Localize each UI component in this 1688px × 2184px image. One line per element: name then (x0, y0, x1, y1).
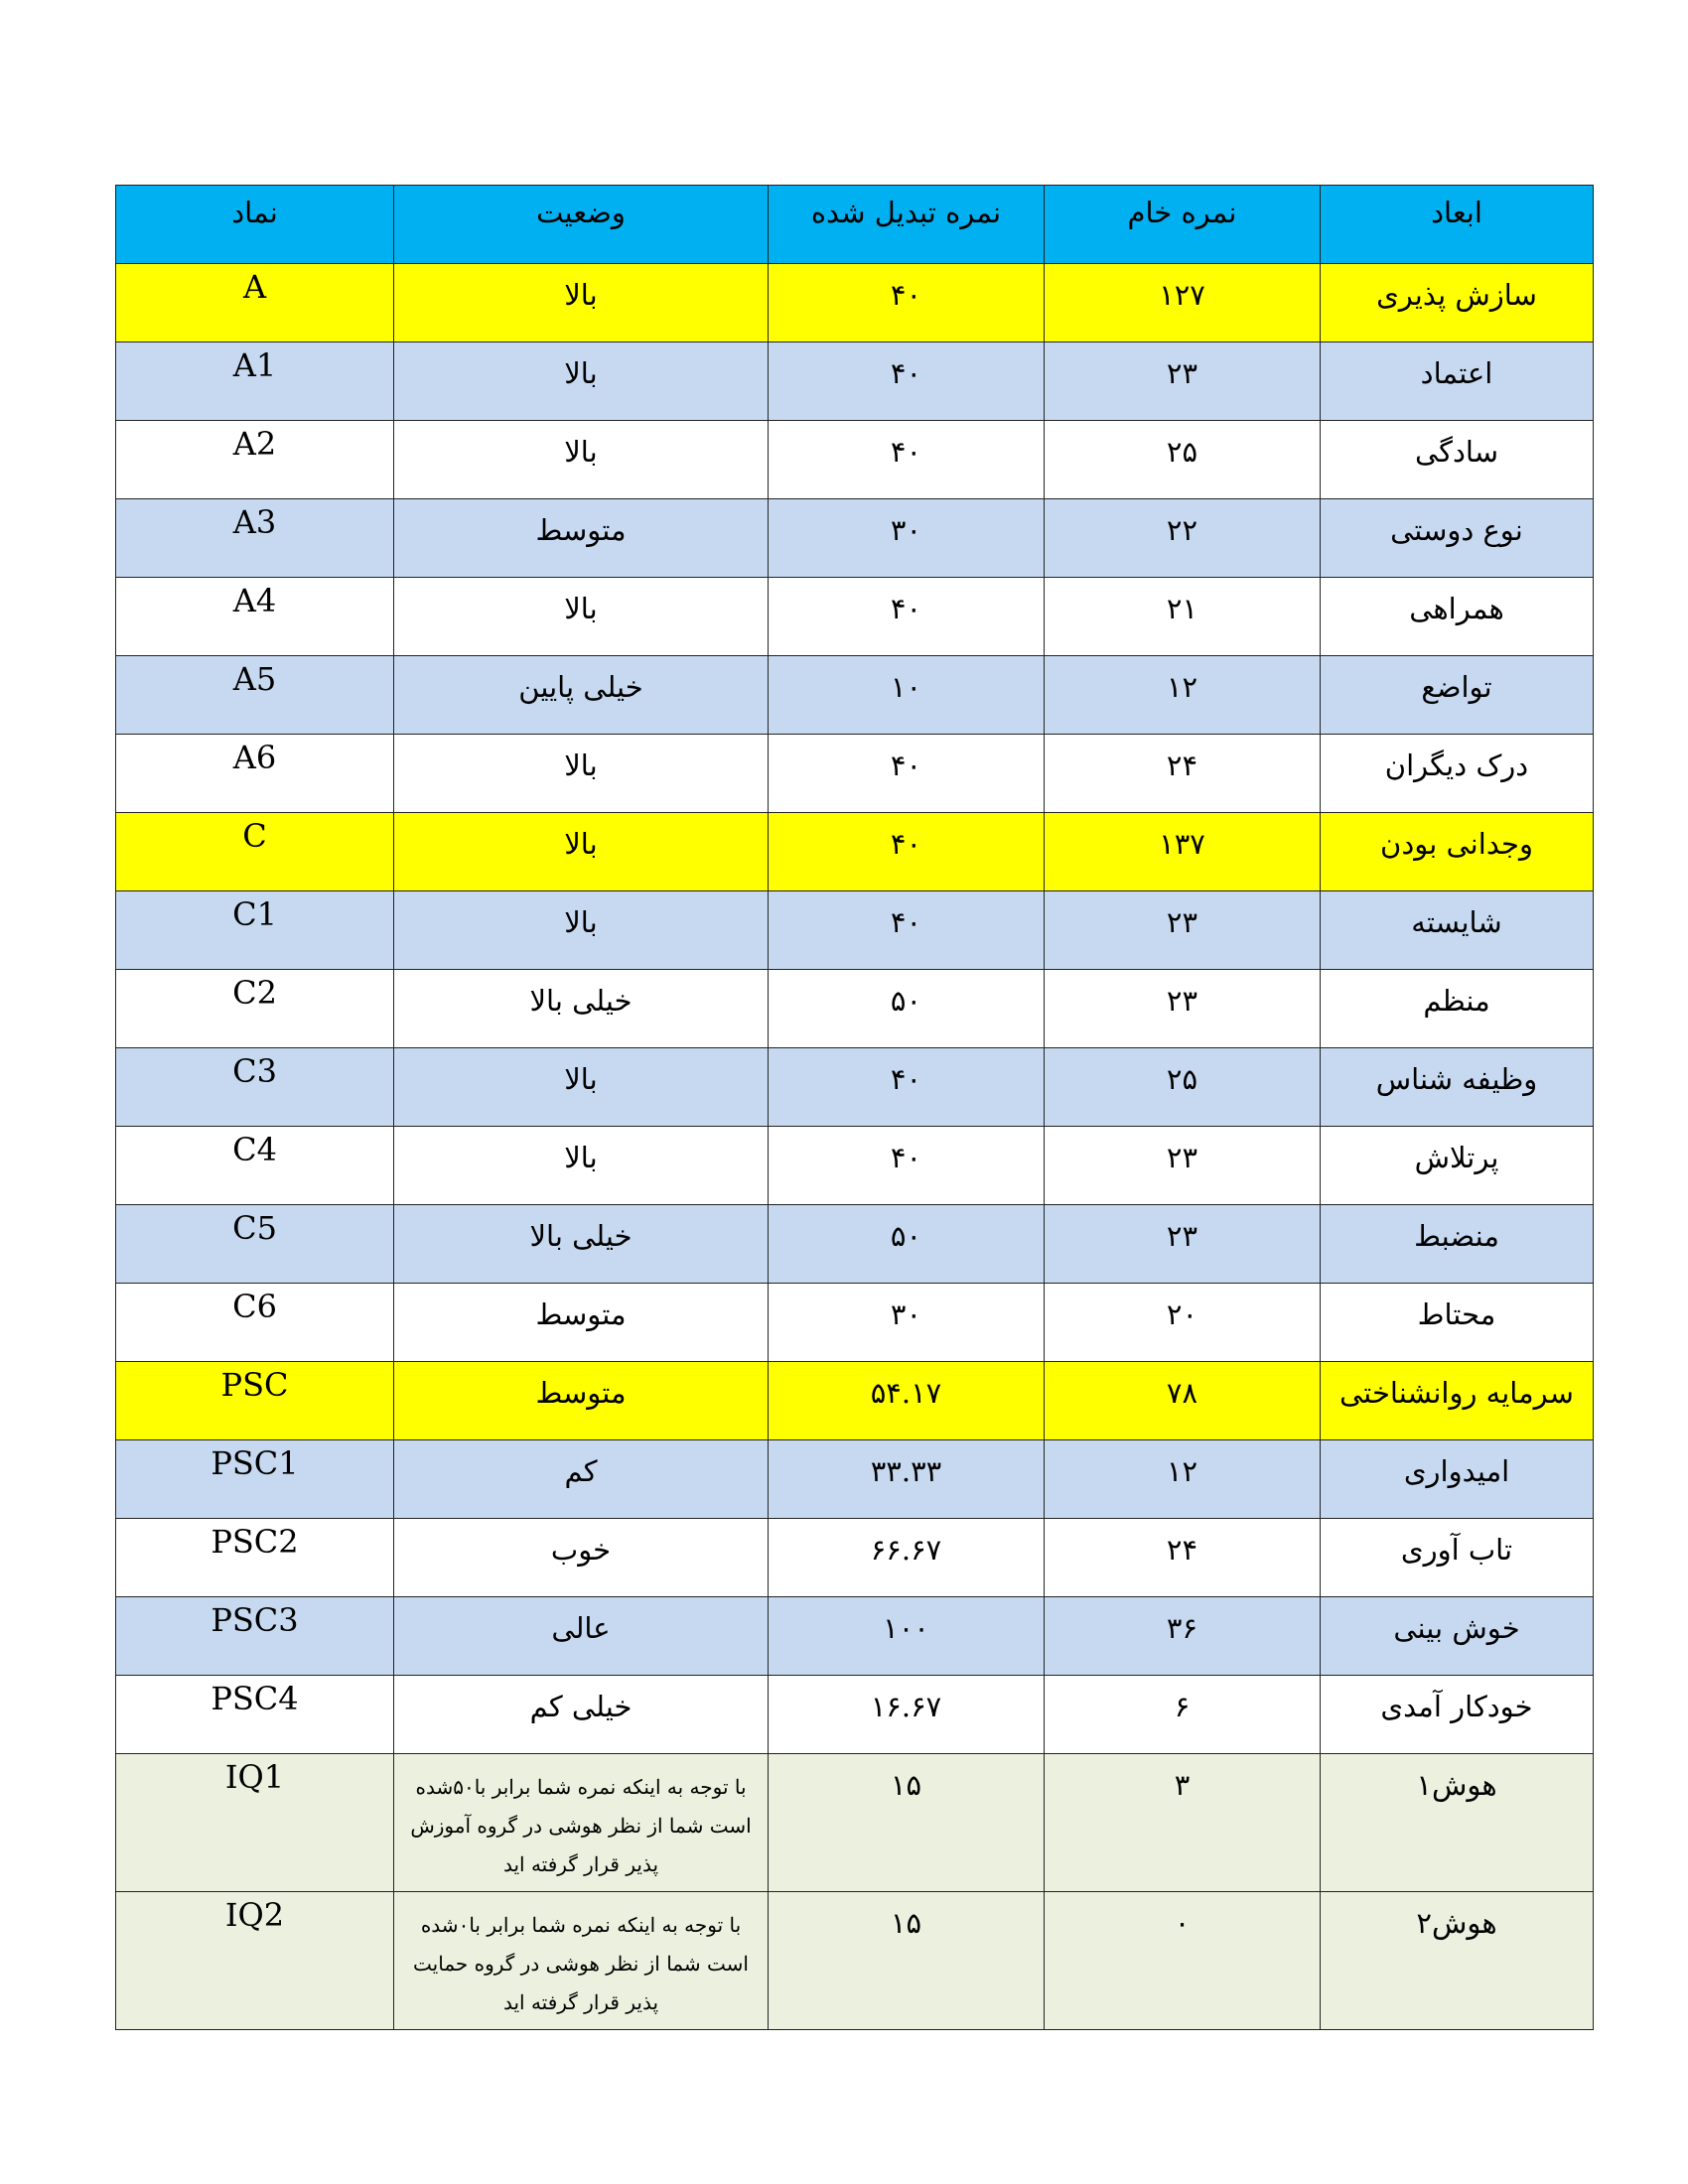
raw-score-cell: ۷۸ (1045, 1362, 1321, 1440)
status-cell: خیلی کم (394, 1676, 769, 1754)
dimension-cell: محتاط (1321, 1284, 1594, 1362)
converted-score-cell: ۴۰ (769, 735, 1045, 813)
table-row (116, 1284, 1594, 1362)
dimension-cell: امیدواری (1321, 1440, 1594, 1519)
status-cell: بالا (394, 891, 769, 970)
dimension-cell: خودکار آمدی (1321, 1676, 1594, 1754)
table-row (116, 578, 1594, 656)
results-table-body (116, 186, 1594, 2030)
raw-score-cell: ۲۳ (1045, 970, 1321, 1048)
status-cell: خیلی بالا (394, 1205, 769, 1284)
raw-score-cell: ۲۵ (1045, 1048, 1321, 1127)
table-row (116, 1440, 1594, 1519)
raw-score-cell: ۱۲ (1045, 1440, 1321, 1519)
symbol-cell: A1 (116, 342, 394, 421)
dimension-cell: سرمایه روانشناختی (1321, 1362, 1594, 1440)
symbol-cell: C5 (116, 1205, 394, 1284)
converted-score-cell: ۴۰ (769, 813, 1045, 891)
table-row (116, 735, 1594, 813)
header-status: وضعیت (394, 186, 769, 264)
raw-score-cell: ۲۱ (1045, 578, 1321, 656)
raw-score-cell: ۳ (1045, 1754, 1321, 1892)
raw-score-cell: ۰ (1045, 1892, 1321, 2030)
symbol-cell: IQ2 (116, 1892, 394, 2030)
header-converted-score: نمره تبدیل شده (769, 186, 1045, 264)
symbol-cell: PSC (116, 1362, 394, 1440)
dimension-cell: هوش۱ (1321, 1754, 1594, 1892)
dimension-cell: سازش پذیری (1321, 264, 1594, 342)
status-cell: با توجه به اینکه نمره شما برابر با۵۰شده است شما از نظر هوشی در گروه آموزش پذیر قرار گرفته اید (394, 1754, 769, 1892)
status-cell: عالی (394, 1597, 769, 1676)
raw-score-cell: ۱۲ (1045, 656, 1321, 735)
status-cell: بالا (394, 578, 769, 656)
status-cell: خیلی پایین (394, 656, 769, 735)
symbol-cell: C (116, 813, 394, 891)
symbol-cell: A2 (116, 421, 394, 499)
symbol-cell: PSC2 (116, 1519, 394, 1597)
status-cell: بالا (394, 735, 769, 813)
status-cell: بالا (394, 342, 769, 421)
symbol-cell: A5 (116, 656, 394, 735)
results-table (115, 185, 1594, 2030)
converted-score-cell: ۴۰ (769, 421, 1045, 499)
status-cell: بالا (394, 1127, 769, 1205)
converted-score-cell: ۴۰ (769, 342, 1045, 421)
symbol-cell: PSC4 (116, 1676, 394, 1754)
table-row (116, 1127, 1594, 1205)
converted-score-cell: ۳۰ (769, 1284, 1045, 1362)
raw-score-cell: ۲۳ (1045, 1127, 1321, 1205)
dimension-cell: وجدانی بودن (1321, 813, 1594, 891)
status-cell: بالا (394, 421, 769, 499)
converted-score-cell: ۴۰ (769, 578, 1045, 656)
status-cell: بالا (394, 264, 769, 342)
symbol-cell: A6 (116, 735, 394, 813)
dimension-cell: منضبط (1321, 1205, 1594, 1284)
converted-score-cell: ۴۰ (769, 1048, 1045, 1127)
converted-score-cell: ۱۰ (769, 656, 1045, 735)
status-cell: خوب (394, 1519, 769, 1597)
symbol-cell: C1 (116, 891, 394, 970)
raw-score-cell: ۲۳ (1045, 342, 1321, 421)
table-row (116, 1205, 1594, 1284)
dimension-cell: منظم (1321, 970, 1594, 1048)
dimension-cell: نوع دوستی (1321, 499, 1594, 578)
table-row (116, 1597, 1594, 1676)
symbol-cell: PSC3 (116, 1597, 394, 1676)
converted-score-cell: ۵۴.۱۷ (769, 1362, 1045, 1440)
symbol-cell: PSC1 (116, 1440, 394, 1519)
table-row (116, 970, 1594, 1048)
converted-score-cell: ۴۰ (769, 1127, 1045, 1205)
dimension-cell: همراهی (1321, 578, 1594, 656)
converted-score-cell: ۵۰ (769, 970, 1045, 1048)
converted-score-cell: ۳۳.۳۳ (769, 1440, 1045, 1519)
raw-score-cell: ۲۴ (1045, 735, 1321, 813)
status-cell: متوسط (394, 499, 769, 578)
dimension-cell: هوش۲ (1321, 1892, 1594, 2030)
table-row (116, 1676, 1594, 1754)
table-row (116, 656, 1594, 735)
dimension-cell: تواضع (1321, 656, 1594, 735)
table-row (116, 342, 1594, 421)
dimension-cell: وظیفه شناس (1321, 1048, 1594, 1127)
raw-score-cell: ۳۶ (1045, 1597, 1321, 1676)
table-row (116, 1048, 1594, 1127)
converted-score-cell: ۶۶.۶۷ (769, 1519, 1045, 1597)
table-row (116, 1754, 1594, 1892)
converted-score-cell: ۳۰ (769, 499, 1045, 578)
converted-score-cell: ۱۰۰ (769, 1597, 1045, 1676)
converted-score-cell: ۵۰ (769, 1205, 1045, 1284)
header-raw-score: نمره خام (1045, 186, 1321, 264)
symbol-cell: IQ1 (116, 1754, 394, 1892)
table-row (116, 499, 1594, 578)
status-cell: بالا (394, 813, 769, 891)
symbol-cell: C6 (116, 1284, 394, 1362)
symbol-cell: C2 (116, 970, 394, 1048)
symbol-cell: A4 (116, 578, 394, 656)
raw-score-cell: ۲۴ (1045, 1519, 1321, 1597)
raw-score-cell: ۲۳ (1045, 891, 1321, 970)
header-row (116, 186, 1594, 264)
header-dimension: ابعاد (1321, 186, 1594, 264)
dimension-cell: اعتماد (1321, 342, 1594, 421)
status-cell: کم (394, 1440, 769, 1519)
dimension-cell: پرتلاش (1321, 1127, 1594, 1205)
converted-score-cell: ۴۰ (769, 264, 1045, 342)
table-row (116, 1519, 1594, 1597)
status-cell: بالا (394, 1048, 769, 1127)
table-row (116, 264, 1594, 342)
table-row (116, 1892, 1594, 2030)
table-row (116, 891, 1594, 970)
raw-score-cell: ۲۵ (1045, 421, 1321, 499)
raw-score-cell: ۲۳ (1045, 1205, 1321, 1284)
raw-score-cell: ۶ (1045, 1676, 1321, 1754)
converted-score-cell: ۱۶.۶۷ (769, 1676, 1045, 1754)
converted-score-cell: ۴۰ (769, 891, 1045, 970)
symbol-cell: C3 (116, 1048, 394, 1127)
converted-score-cell: ۱۵ (769, 1892, 1045, 2030)
dimension-cell: سادگی (1321, 421, 1594, 499)
status-cell: متوسط (394, 1362, 769, 1440)
header-symbol: نماد (116, 186, 394, 264)
status-cell: خیلی بالا (394, 970, 769, 1048)
converted-score-cell: ۱۵ (769, 1754, 1045, 1892)
raw-score-cell: ۱۲۷ (1045, 264, 1321, 342)
table-row (116, 1362, 1594, 1440)
raw-score-cell: ۲۲ (1045, 499, 1321, 578)
raw-score-cell: ۲۰ (1045, 1284, 1321, 1362)
dimension-cell: تاب آوری (1321, 1519, 1594, 1597)
symbol-cell: A3 (116, 499, 394, 578)
dimension-cell: خوش بینی (1321, 1597, 1594, 1676)
symbol-cell: A (116, 264, 394, 342)
raw-score-cell: ۱۳۷ (1045, 813, 1321, 891)
table-row (116, 813, 1594, 891)
dimension-cell: درک دیگران (1321, 735, 1594, 813)
status-cell: متوسط (394, 1284, 769, 1362)
status-cell: با توجه به اینکه نمره شما برابر با۰شده است شما از نظر هوشی در گروه حمایت پذیر قرار گرفته اید (394, 1892, 769, 2030)
dimension-cell: شایسته (1321, 891, 1594, 970)
symbol-cell: C4 (116, 1127, 394, 1205)
table-row (116, 421, 1594, 499)
